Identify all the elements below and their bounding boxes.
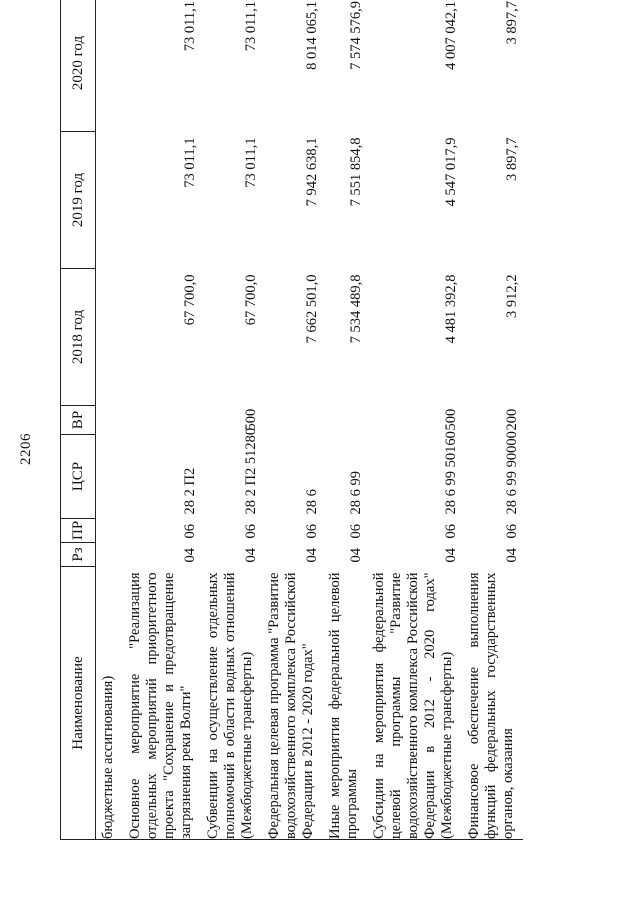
row-name: Субвенции на осуществление отдельных полномочий в области водных отношений (Межбюджетные трансферты)	[201, 567, 262, 840]
row-pr	[96, 519, 124, 543]
row-2019: 73 011,1	[243, 137, 259, 188]
row-rz	[96, 543, 124, 567]
table-row	[462, 0, 523, 840]
row-2019: 4 547 017,9	[443, 137, 459, 207]
header-2019: 2019 год	[61, 132, 96, 269]
header-vr: ВР	[61, 406, 96, 435]
row-csr: 28 2 П2 51280	[243, 427, 259, 515]
row-name: Субсидии на мероприятия федеральной целевой программы "Развитие водохозяйственного комплекса Российской Федерации в 2012 - 2020 годах" (Межбюджетные трансферты)	[367, 567, 462, 840]
row-vr	[262, 406, 323, 435]
header-csr: ЦСР	[61, 435, 96, 519]
row-vr: 500	[243, 408, 259, 431]
row-2018: 67 700,0	[243, 274, 259, 326]
page-number: 2206	[18, 433, 34, 465]
row-csr: 28 2 П2	[182, 467, 198, 515]
row-2018: 67 700,0	[182, 274, 198, 326]
table-row	[201, 0, 262, 840]
header-2018: 2018 год	[61, 269, 96, 406]
row-rz: 04	[304, 548, 320, 563]
row-rz: 04	[348, 548, 364, 563]
row-rz: 04	[243, 548, 259, 563]
row-pr: 06	[443, 524, 459, 539]
row-pr: 06	[243, 524, 259, 539]
row-name: Федеральная целевая программа "Развитие водохозяйственного комплекса Российской Федерации в 2012 - 2020 годах"	[262, 567, 323, 840]
row-pr: 06	[182, 524, 198, 539]
row-2018: 7 662 501,0	[304, 274, 320, 344]
row-2018: 4 481 392,8	[443, 274, 459, 344]
row-vr	[123, 406, 201, 435]
row-rz: 04	[504, 548, 520, 563]
table-row	[96, 0, 124, 840]
row-2020: 73 011,1	[201, 0, 262, 132]
row-pr: 06	[304, 524, 320, 539]
row-csr	[96, 435, 124, 519]
row-name: бюджетные ассигнования)	[96, 567, 124, 840]
header-pr: ПР	[61, 519, 96, 543]
row-2020: 7 574 576,9	[323, 0, 367, 132]
table-row	[262, 0, 323, 840]
header-name: Наименование	[61, 567, 96, 840]
budget-table	[60, 0, 523, 840]
row-2019	[96, 132, 124, 269]
row-csr: 28 6 99 50160	[443, 431, 459, 515]
table-header-row	[61, 0, 96, 840]
row-2019: 7 551 854,8	[348, 137, 364, 207]
row-2018: 7 534 489,8	[348, 274, 364, 344]
row-2020: 3 897,7	[462, 0, 523, 132]
header-2020: 2020 год	[61, 0, 96, 132]
table-row	[367, 0, 462, 840]
row-name: Иные мероприятия федеральной целевой программы	[323, 567, 367, 840]
row-pr: 06	[348, 524, 364, 539]
row-2018	[96, 269, 124, 406]
row-name: Основное мероприятие "Реализация отдельных мероприятий приоритетного проекта "Сохранение и предотвращение загрязнения реки Волги"	[123, 567, 201, 840]
row-vr	[323, 406, 367, 435]
row-2020	[96, 0, 124, 132]
row-2019: 73 011,1	[182, 137, 198, 188]
row-csr: 28 6 99	[348, 471, 364, 515]
row-vr: 200	[504, 408, 520, 431]
row-2020: 4 007 042,1	[367, 0, 462, 132]
row-2019: 3 897,7	[504, 137, 520, 181]
row-vr: 500	[443, 408, 459, 431]
row-csr: 28 6 99 90000	[504, 431, 520, 515]
row-2020: 73 011,1	[123, 0, 201, 132]
row-pr: 06	[504, 524, 520, 539]
row-name: Финансовое обеспечение выполнения функций федеральных государственных органов, оказания	[462, 567, 523, 840]
row-2019: 7 942 638,1	[304, 137, 320, 207]
row-csr: 28 6	[304, 489, 320, 515]
row-rz: 04	[182, 548, 198, 563]
row-2020: 8 014 065,1	[262, 0, 323, 132]
table-row	[323, 0, 367, 840]
row-2018: 3 912,2	[504, 274, 520, 318]
row-vr	[96, 406, 124, 435]
header-rz: Рз	[61, 543, 96, 567]
table-row	[123, 0, 201, 840]
row-rz: 04	[443, 548, 459, 563]
